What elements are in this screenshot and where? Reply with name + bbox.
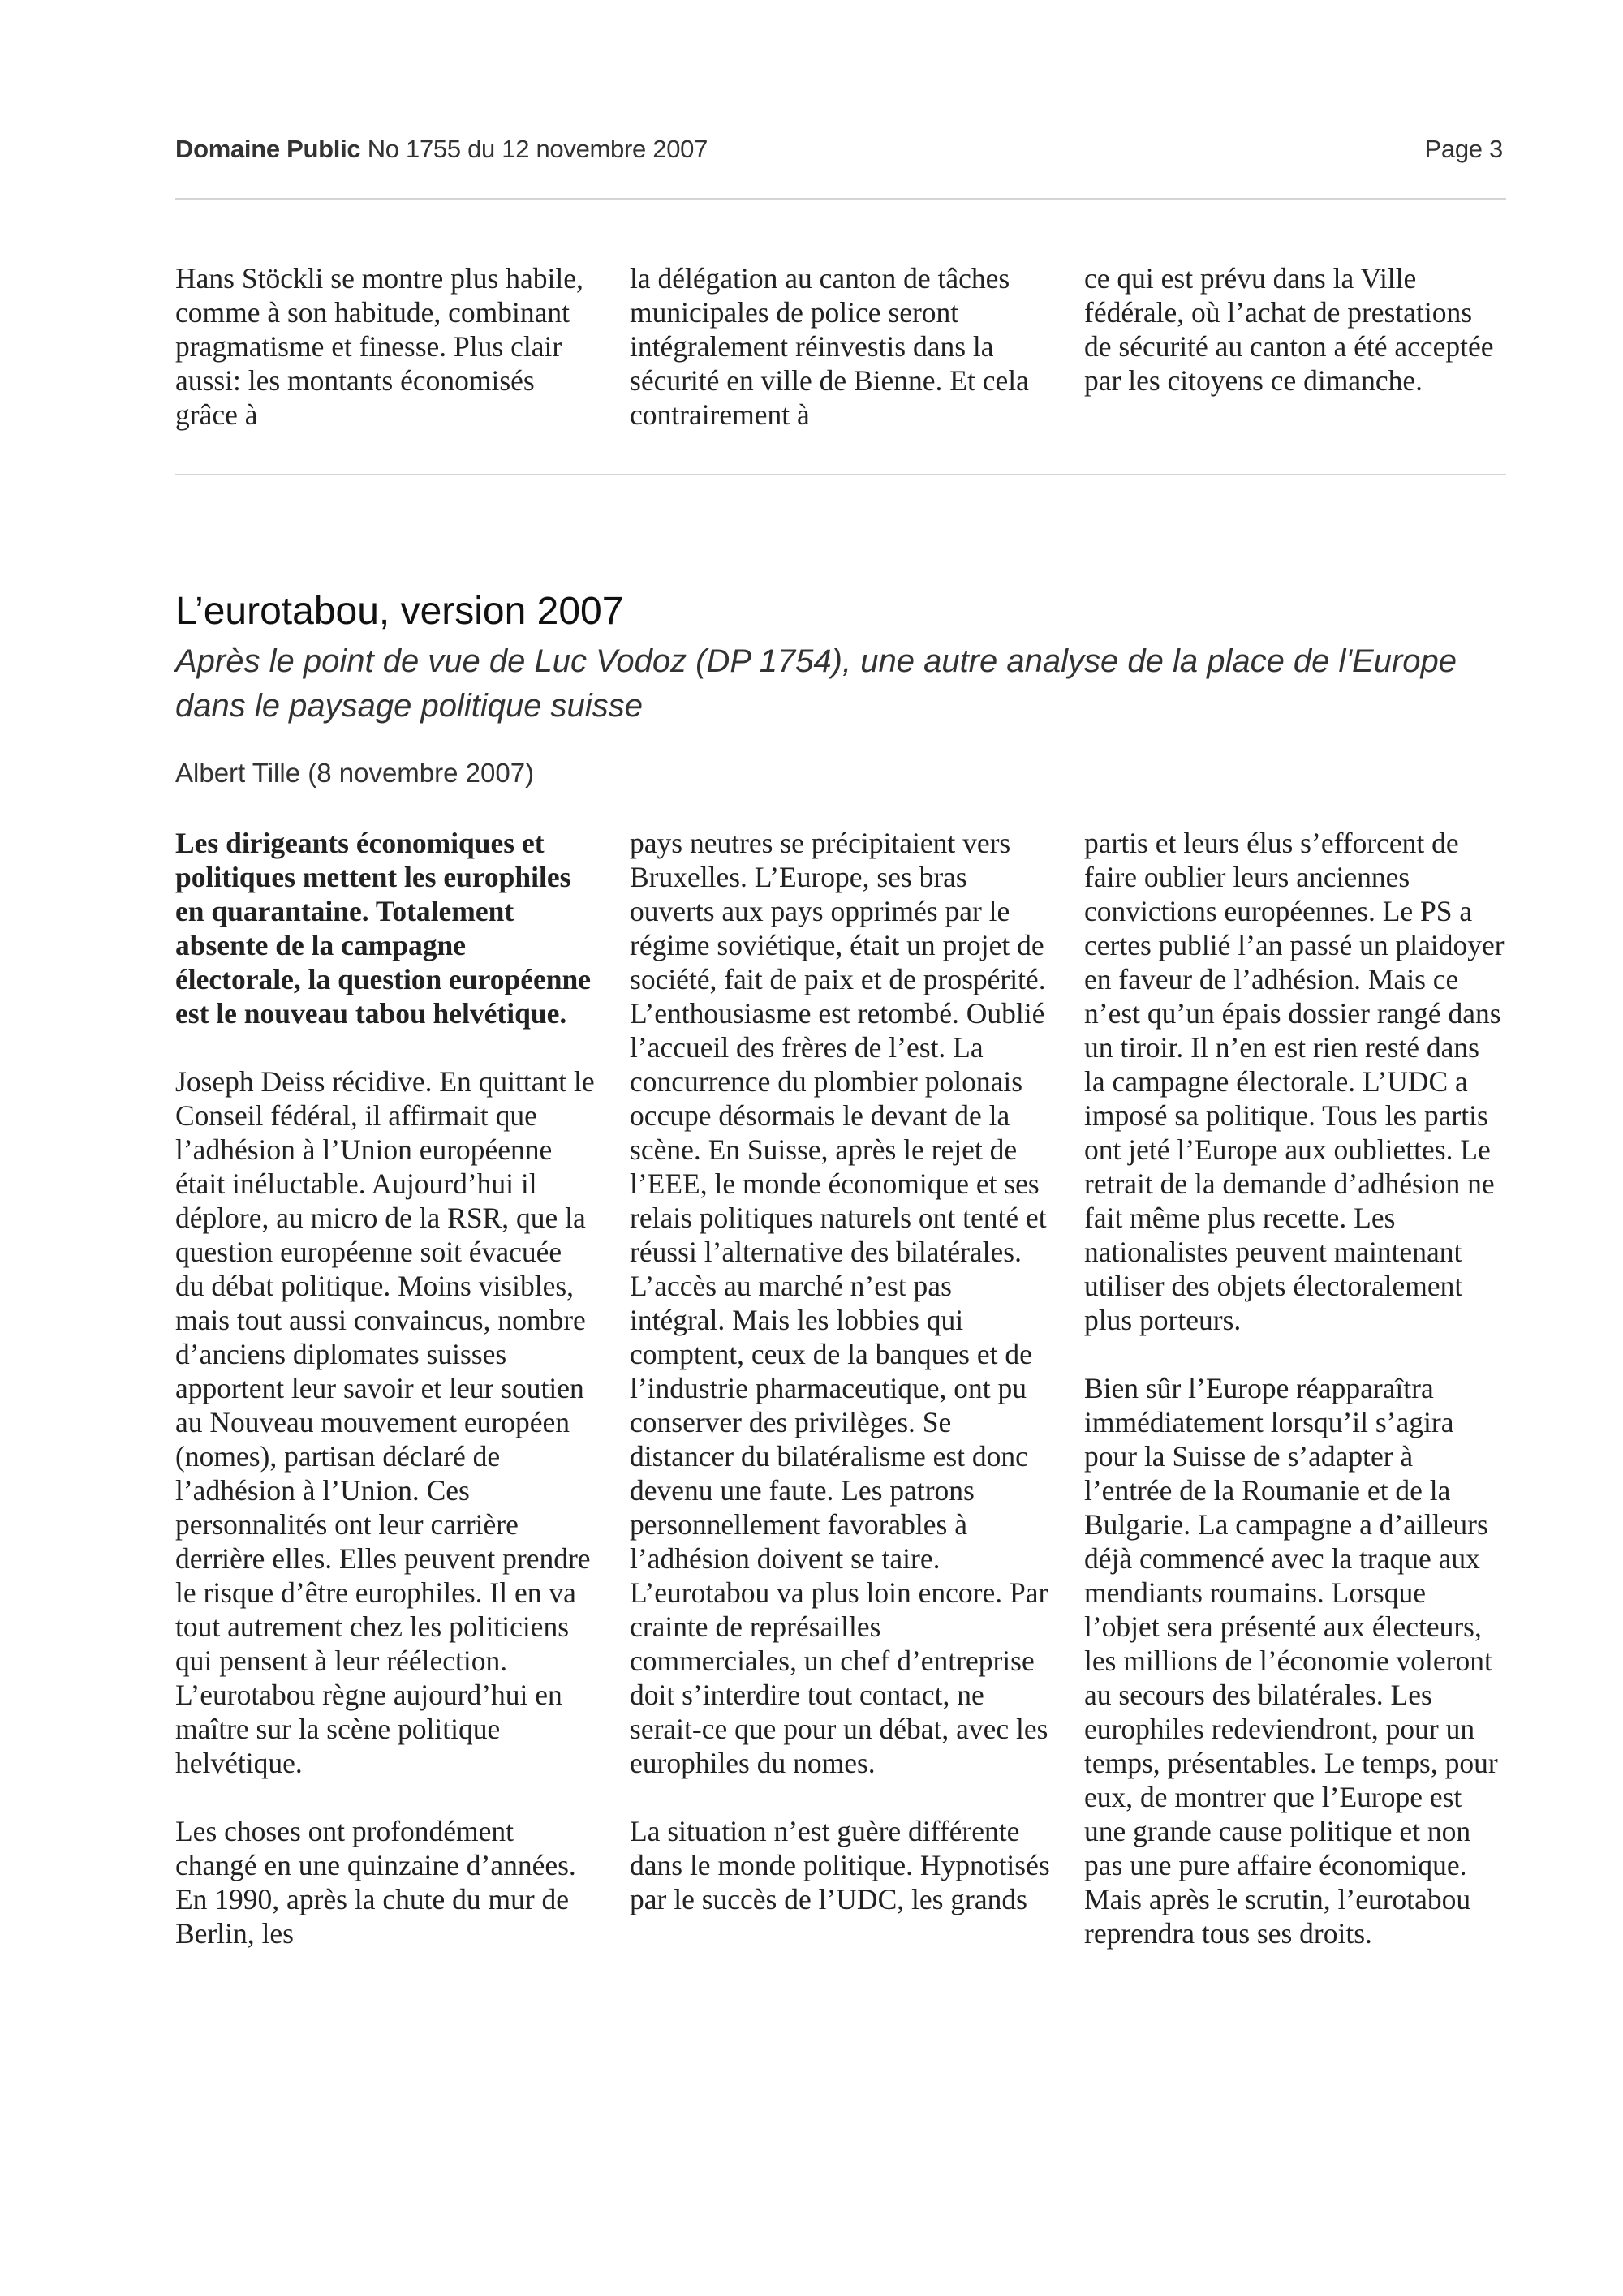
article-byline: Albert Tille (8 novembre 2007) bbox=[175, 758, 535, 788]
header-divider bbox=[175, 198, 1506, 200]
previous-article-column-2 bbox=[630, 261, 1052, 432]
paragraph: la délégation au canton de tâches municipales de police seront intégralement réinvestis dans la sécurité en ville de Bienne. Et cela contrairement à bbox=[630, 262, 1029, 431]
article-column-3 bbox=[1084, 826, 1506, 1950]
article-divider bbox=[175, 474, 1506, 475]
previous-article-column-3 bbox=[1084, 261, 1506, 432]
paragraph: Bien sûr l’Europe réapparaîtra immédiatement lorsqu’il s’agira pour la Suisse de s’adapter à l’entrée de la Roumanie et de la Bulgarie. La campagne a d’ailleurs déjà commencé avec la traque aux mendiants roumains. Lorsque l’objet sera présenté aux électeurs, les millions de l’économie voleront au secours des bilatérales. Les europhiles redeviendront, pour un temps, présentables. Le temps, pour eux, de montrer que l’Europe est une grande cause politique et non pas une pure affaire économique. Mais après le scrutin, l’eurotabou reprendra tous ses droits. bbox=[1084, 1372, 1498, 1950]
paragraph: La situation n’est guère différente dans le monde politique. Hypnotisés par le succès de l’UDC, les grands bbox=[630, 1815, 1050, 1915]
issue-info: No 1755 du 12 novembre 2007 bbox=[367, 135, 708, 163]
paragraph: Joseph Deiss récidive. En quittant le Conseil fédéral, il affirmait que l’adhésion à l’Union européenne était inéluctable. Aujourd’hui il déplore, au micro de la RSR, que la question européenne soit évacuée du débat politique. Moins visibles, mais tout aussi convaincus, nombre d’anciens diplomates suisses apportent leur savoir et leur soutien au Nouveau mouvement européen (nomes), partisan déclaré de l’adhésion à l’Union. Ces personnalités ont leur carrière derrière elles. Elles peuvent prendre le risque d’être europhiles. Il en va tout autrement chez les politiciens qui pensent à leur réélection. L’eurotabou règne aujourd’hui en maître sur la scène politique helvétique. bbox=[175, 1065, 595, 1779]
paragraph: pays neutres se précipitaient vers Bruxelles. L’Europe, ses bras ouverts aux pays opprimés par le régime soviétique, était un projet de société, fait de paix et de prospérité. L’enthousiasme est retombé. Oublié l’accueil des frères de l’est. La concurrence du plombier polonais occupe désormais le devant de la scène. En Suisse, après le rejet de l’EEE, le monde économique et ses relais politiques naturels ont tenté et réussi l’alternative des bilatérales. L’accès au marché n’est pas intégral. Mais les lobbies qui comptent, ceux de la banques et de l’industrie pharmaceutique, ont pu conserver des privilèges. Se distancer du bilatéralisme est donc devenu une faute. Les patrons personnellement favorables à l’adhésion doivent se taire. L’eurotabou va plus loin encore. Par crainte de représailles commerciales, un chef d’entreprise doit s’interdire tout contact, ne serait-ce que pour un débat, avec les europhiles du nomes. bbox=[630, 827, 1048, 1779]
article-subtitle: Après le point de vue de Luc Vodoz (DP 1754), une autre analyse de la place de l'Europe dans le paysage politique suisse bbox=[175, 643, 1457, 724]
article-body bbox=[175, 826, 1506, 1950]
page-number: Page 3 bbox=[1424, 135, 1503, 163]
article-lead: Les dirigeants économiques et politiques mettent les europhiles en quarantaine. Totalement absente de la campagne électorale, la question européenne est le nouveau tabou helvétique. bbox=[175, 827, 592, 1030]
publication-name: Domaine Public bbox=[175, 135, 361, 163]
paragraph: ce qui est prévu dans la Ville fédérale, où l’achat de prestations de sécurité au canton a été acceptée par les citoyens ce dimanche. bbox=[1084, 262, 1494, 397]
article-title: L’eurotabou, version 2007 bbox=[175, 590, 624, 633]
paragraph: Les choses ont profondément changé en une quinzaine d’années. En 1990, après la chute du mur de Berlin, les bbox=[175, 1815, 576, 1950]
previous-article-column-1 bbox=[175, 261, 597, 432]
header-publication-info bbox=[175, 135, 708, 164]
previous-article-continuation bbox=[175, 261, 1506, 432]
article-column-2 bbox=[630, 826, 1052, 1950]
article-column-1 bbox=[175, 826, 597, 1950]
paragraph: Hans Stöckli se montre plus habile, comme à son habitude, combinant pragmatisme et finesse. Plus clair aussi: les montants économisés grâce à bbox=[175, 262, 583, 431]
page-header bbox=[175, 130, 1506, 170]
paragraph: partis et leurs élus s’efforcent de faire oublier leurs anciennes convictions européennes. Le PS a certes publié l’an passé un plaidoyer en faveur de l’adhésion. Mais ce n’est qu’un épais dossier rangé dans un tiroir. Il n’en est rien resté dans la campagne électorale. L’UDC a imposé sa politique. Tous les partis ont jeté l’Europe aux oubliettes. Le retrait de la demande d’adhésion ne fait même plus recette. Les nationalistes peuvent maintenant utiliser des objets électoralement plus porteurs. bbox=[1084, 827, 1505, 1336]
